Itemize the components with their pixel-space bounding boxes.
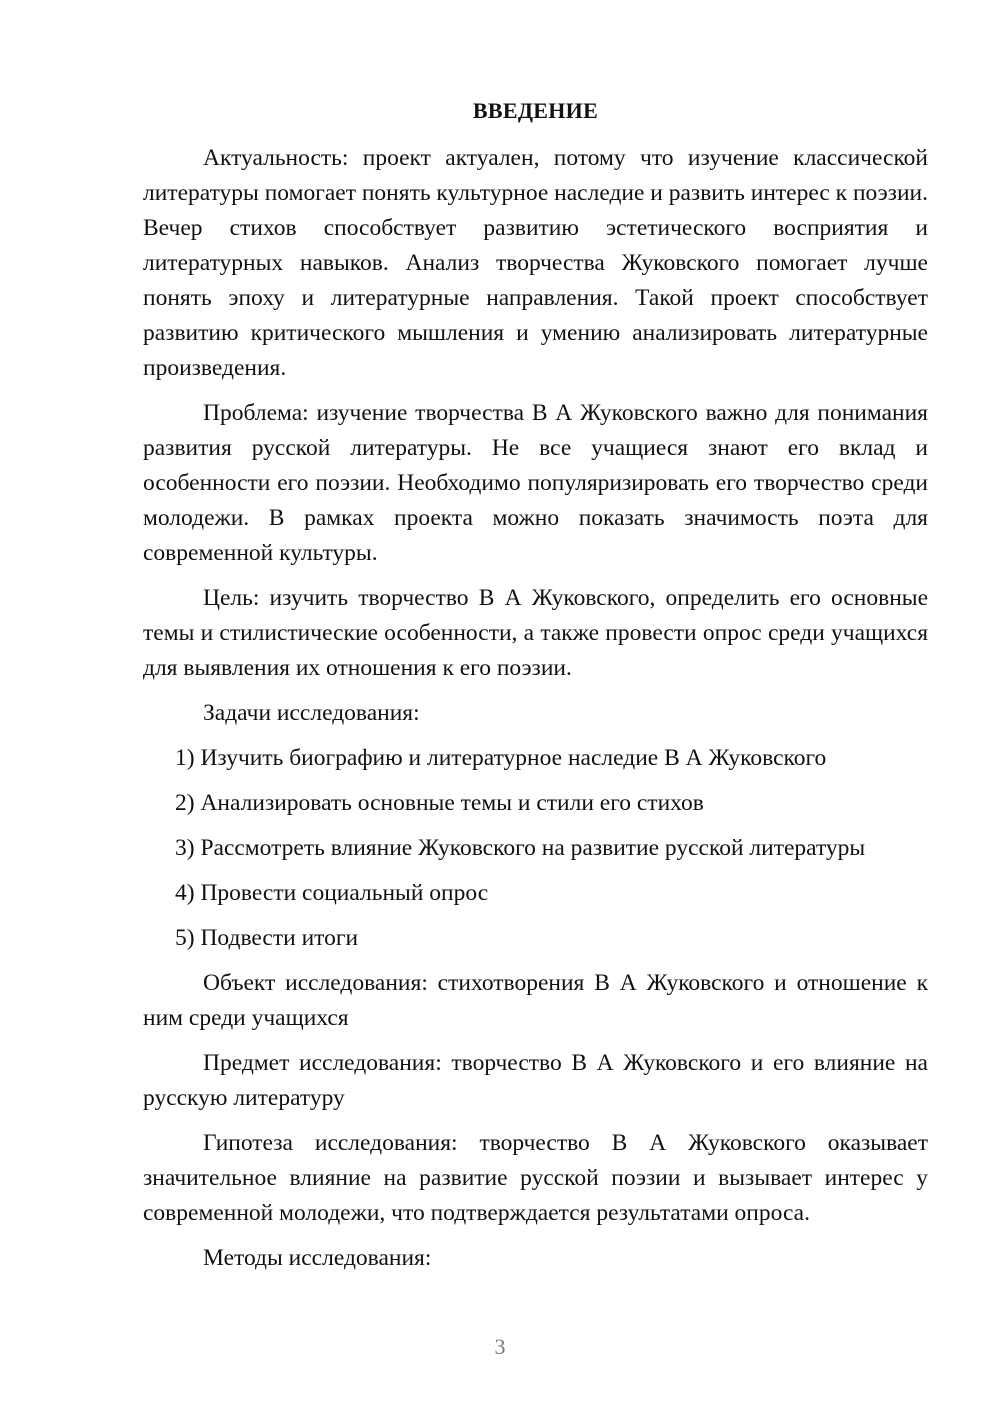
goal-paragraph: Цель: изучить творчество В А Жуковского, определить его основные темы и стилистические особенности, а также провести опрос среди учащихся для выявления их отношения к его поэзии.: [143, 585, 928, 681]
hypothesis-paragraph: Гипотеза исследования: творчество В А Жуковского оказывает значительное влияние на развитие русской поэзии и вызывает интерес у современной молодежи, что подтверждается результатами опроса.: [143, 1130, 928, 1226]
page-content: [143, 95, 928, 1286]
task-item: 4) Провести социальный опрос: [175, 880, 489, 906]
tasks-heading: Задачи исследования:: [203, 700, 420, 726]
problem-paragraph: Проблема: изучение творчества В А Жуковского важно для понимания развития русской литературы. Не все учащиеся знают его вклад и особенности его поэзии. Необходимо популяризировать его творчество среди молодежи. В рамках проекта можно показать значимость поэта для современной культуры.: [143, 400, 928, 566]
tasks-list: [143, 741, 928, 956]
subject-paragraph: Предмет исследования: творчество В А Жуковского и его влияние на русскую литературу: [143, 1050, 928, 1111]
task-item: 3) Рассмотреть влияние Жуковского на развитие русской литературы: [175, 835, 866, 861]
task-item: 5) Подвести итоги: [175, 925, 359, 951]
page-title: ВВЕДЕНИЕ: [472, 98, 599, 123]
task-item: 2) Анализировать основные темы и стили его стихов: [175, 790, 704, 816]
methods-heading: Методы исследования:: [203, 1245, 432, 1271]
relevance-paragraph: Актуальность: проект актуален, потому что изучение классической литературы помогает понять культурное наследие и развить интерес к поэзии. Вечер стихов способствует развитию эстетического восприятия и литературных навыков. Анализ творчества Жуковского помогает лучше понять эпоху и литературные направления. Такой проект способствует развитию критического мышления и умению анализировать литературные произведения.: [143, 145, 928, 381]
task-item: 1) Изучить биографию и литературное наследие В А Жуковского: [175, 745, 827, 771]
page-number: 3: [494, 1334, 506, 1359]
object-paragraph: Объект исследования: стихотворения В А Жуковского и отношение к ним среди учащихся: [143, 970, 928, 1031]
